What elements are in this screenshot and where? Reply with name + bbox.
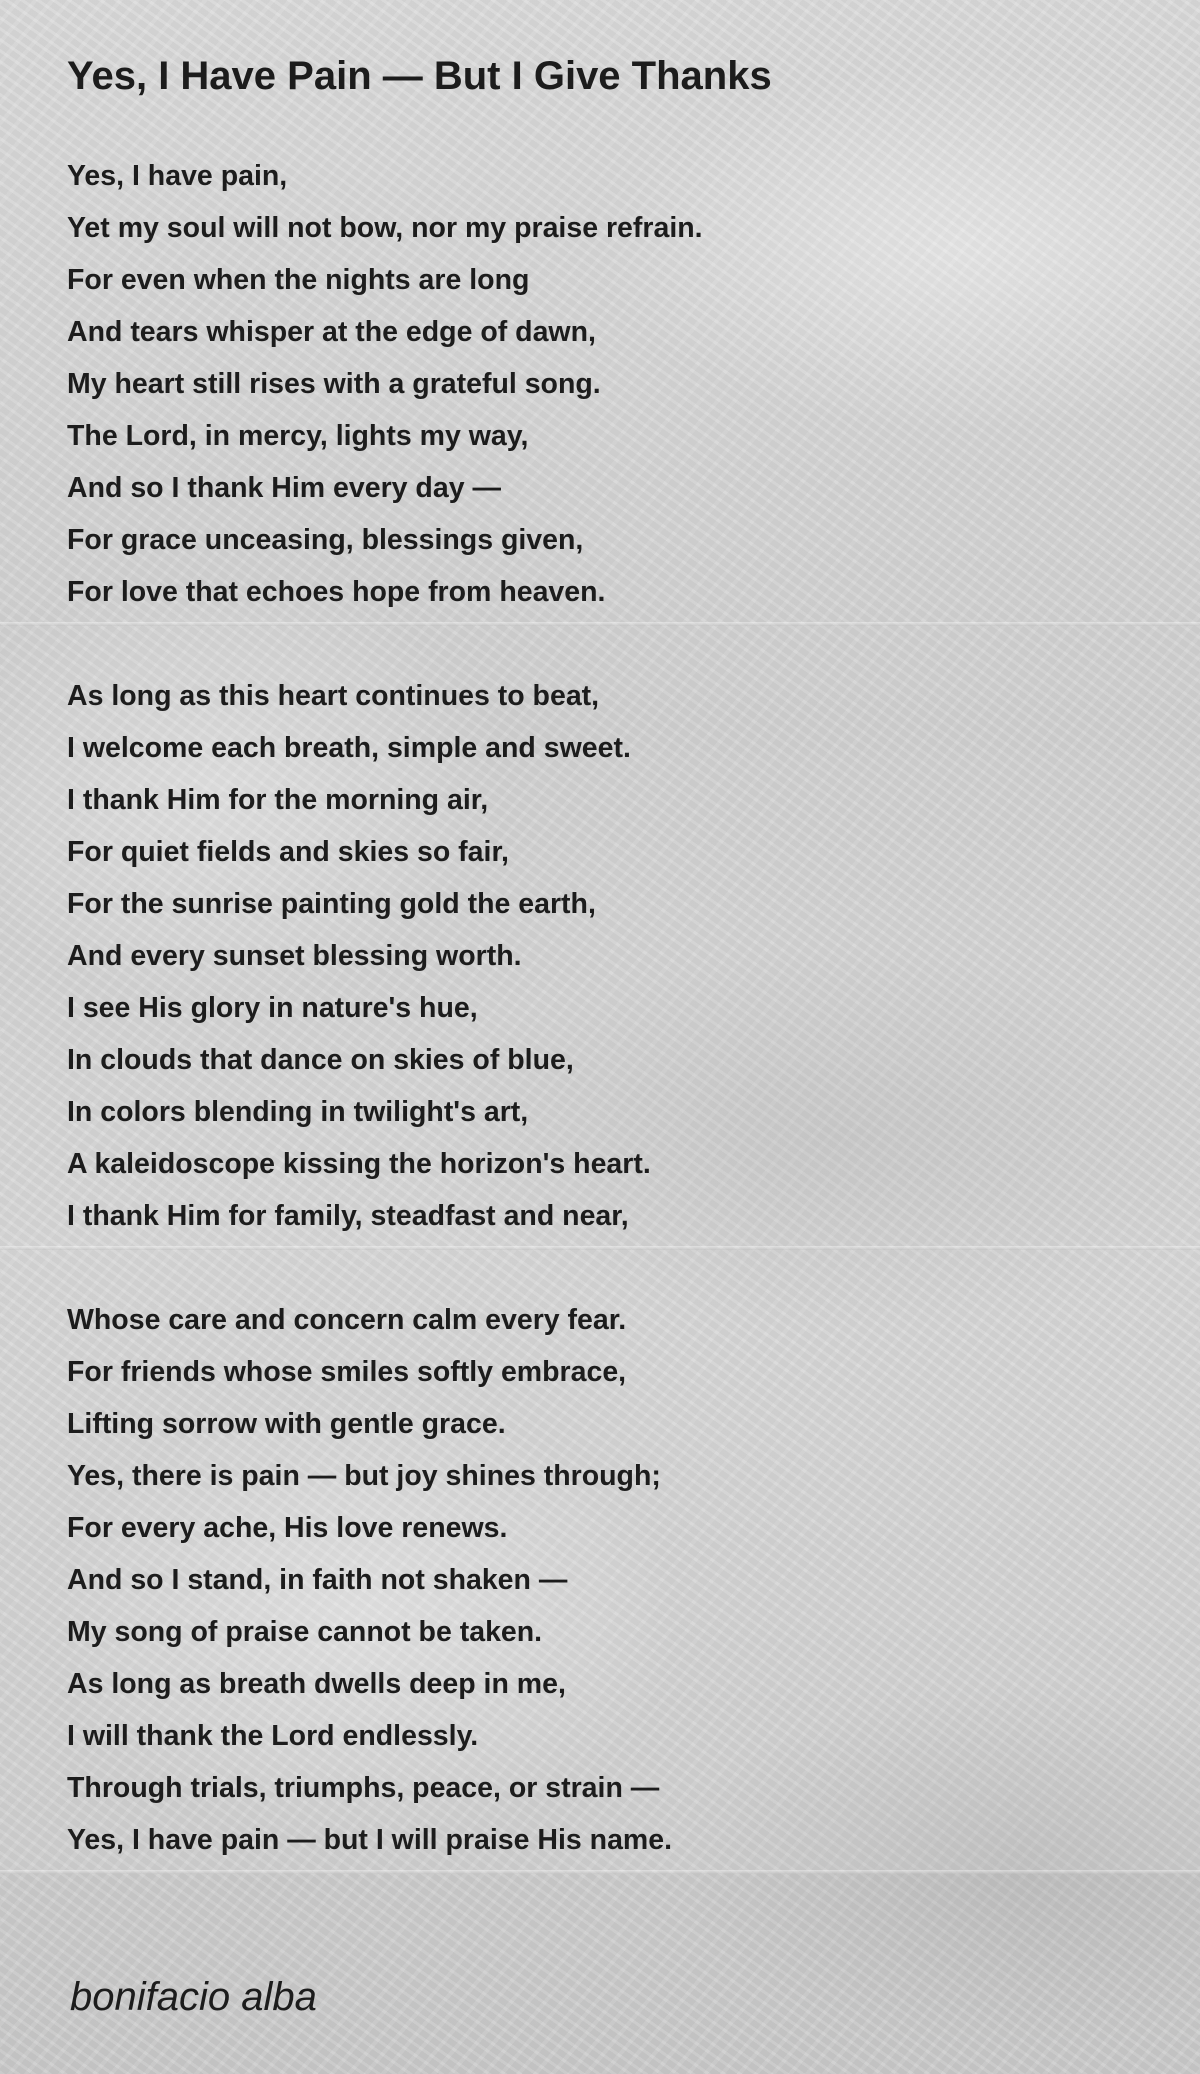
poem-line: And every sunset blessing worth. bbox=[67, 940, 522, 972]
poem-line: In clouds that dance on skies of blue, bbox=[67, 1044, 574, 1076]
poem-line: Through trials, triumphs, peace, or strain — bbox=[67, 1772, 660, 1804]
poem-line: For love that echoes hope from heaven. bbox=[67, 576, 606, 608]
poem-line: I will thank the Lord endlessly. bbox=[67, 1720, 479, 1752]
stanza-2 bbox=[67, 670, 651, 1242]
poem-title: Yes, I Have Pain — But I Give Thanks bbox=[67, 54, 772, 98]
poem-line: I thank Him for family, steadfast and near, bbox=[67, 1200, 629, 1232]
stanza-1 bbox=[67, 150, 703, 618]
poem-line: I thank Him for the morning air, bbox=[67, 784, 489, 816]
poem-line: For quiet fields and skies so fair, bbox=[67, 836, 509, 868]
poem-line: My song of praise cannot be taken. bbox=[67, 1616, 543, 1648]
poem-line: Whose care and concern calm every fear. bbox=[67, 1304, 627, 1336]
poem-line: And so I thank Him every day — bbox=[67, 472, 501, 504]
poem-line: And so I stand, in faith not shaken — bbox=[67, 1564, 568, 1596]
poem-line: Yes, I have pain, bbox=[67, 160, 288, 192]
poem-line: Yet my soul will not bow, nor my praise refrain. bbox=[67, 212, 703, 244]
poem-line: As long as breath dwells deep in me, bbox=[67, 1668, 566, 1700]
stanza-3 bbox=[67, 1294, 672, 1866]
poem-line: I welcome each breath, simple and sweet. bbox=[67, 732, 631, 764]
poem-line: A kaleidoscope kissing the horizon's heart. bbox=[67, 1148, 651, 1180]
poem-line: For every ache, His love renews. bbox=[67, 1512, 508, 1544]
poem-line: As long as this heart continues to beat, bbox=[67, 680, 600, 712]
poem-line: For the sunrise painting gold the earth, bbox=[67, 888, 596, 920]
poem-line: My heart still rises with a grateful song. bbox=[67, 368, 601, 400]
poem-line: I see His glory in nature's hue, bbox=[67, 992, 478, 1024]
poem-line: In colors blending in twilight's art, bbox=[67, 1096, 529, 1128]
poem-line: The Lord, in mercy, lights my way, bbox=[67, 420, 529, 452]
poem-line: For even when the nights are long bbox=[67, 264, 530, 296]
poem-line: For grace unceasing, blessings given, bbox=[67, 524, 584, 556]
poem-line: Lifting sorrow with gentle grace. bbox=[67, 1408, 506, 1440]
poem-line: And tears whisper at the edge of dawn, bbox=[67, 316, 596, 348]
poem-author: bonifacio alba bbox=[70, 1975, 317, 2019]
panel-divider-3 bbox=[0, 1870, 1200, 1874]
poem-line: For friends whose smiles softly embrace, bbox=[67, 1356, 627, 1388]
poem-line: Yes, I have pain — but I will praise His name. bbox=[67, 1824, 673, 1856]
poem-line: Yes, there is pain — but joy shines through; bbox=[67, 1460, 661, 1492]
